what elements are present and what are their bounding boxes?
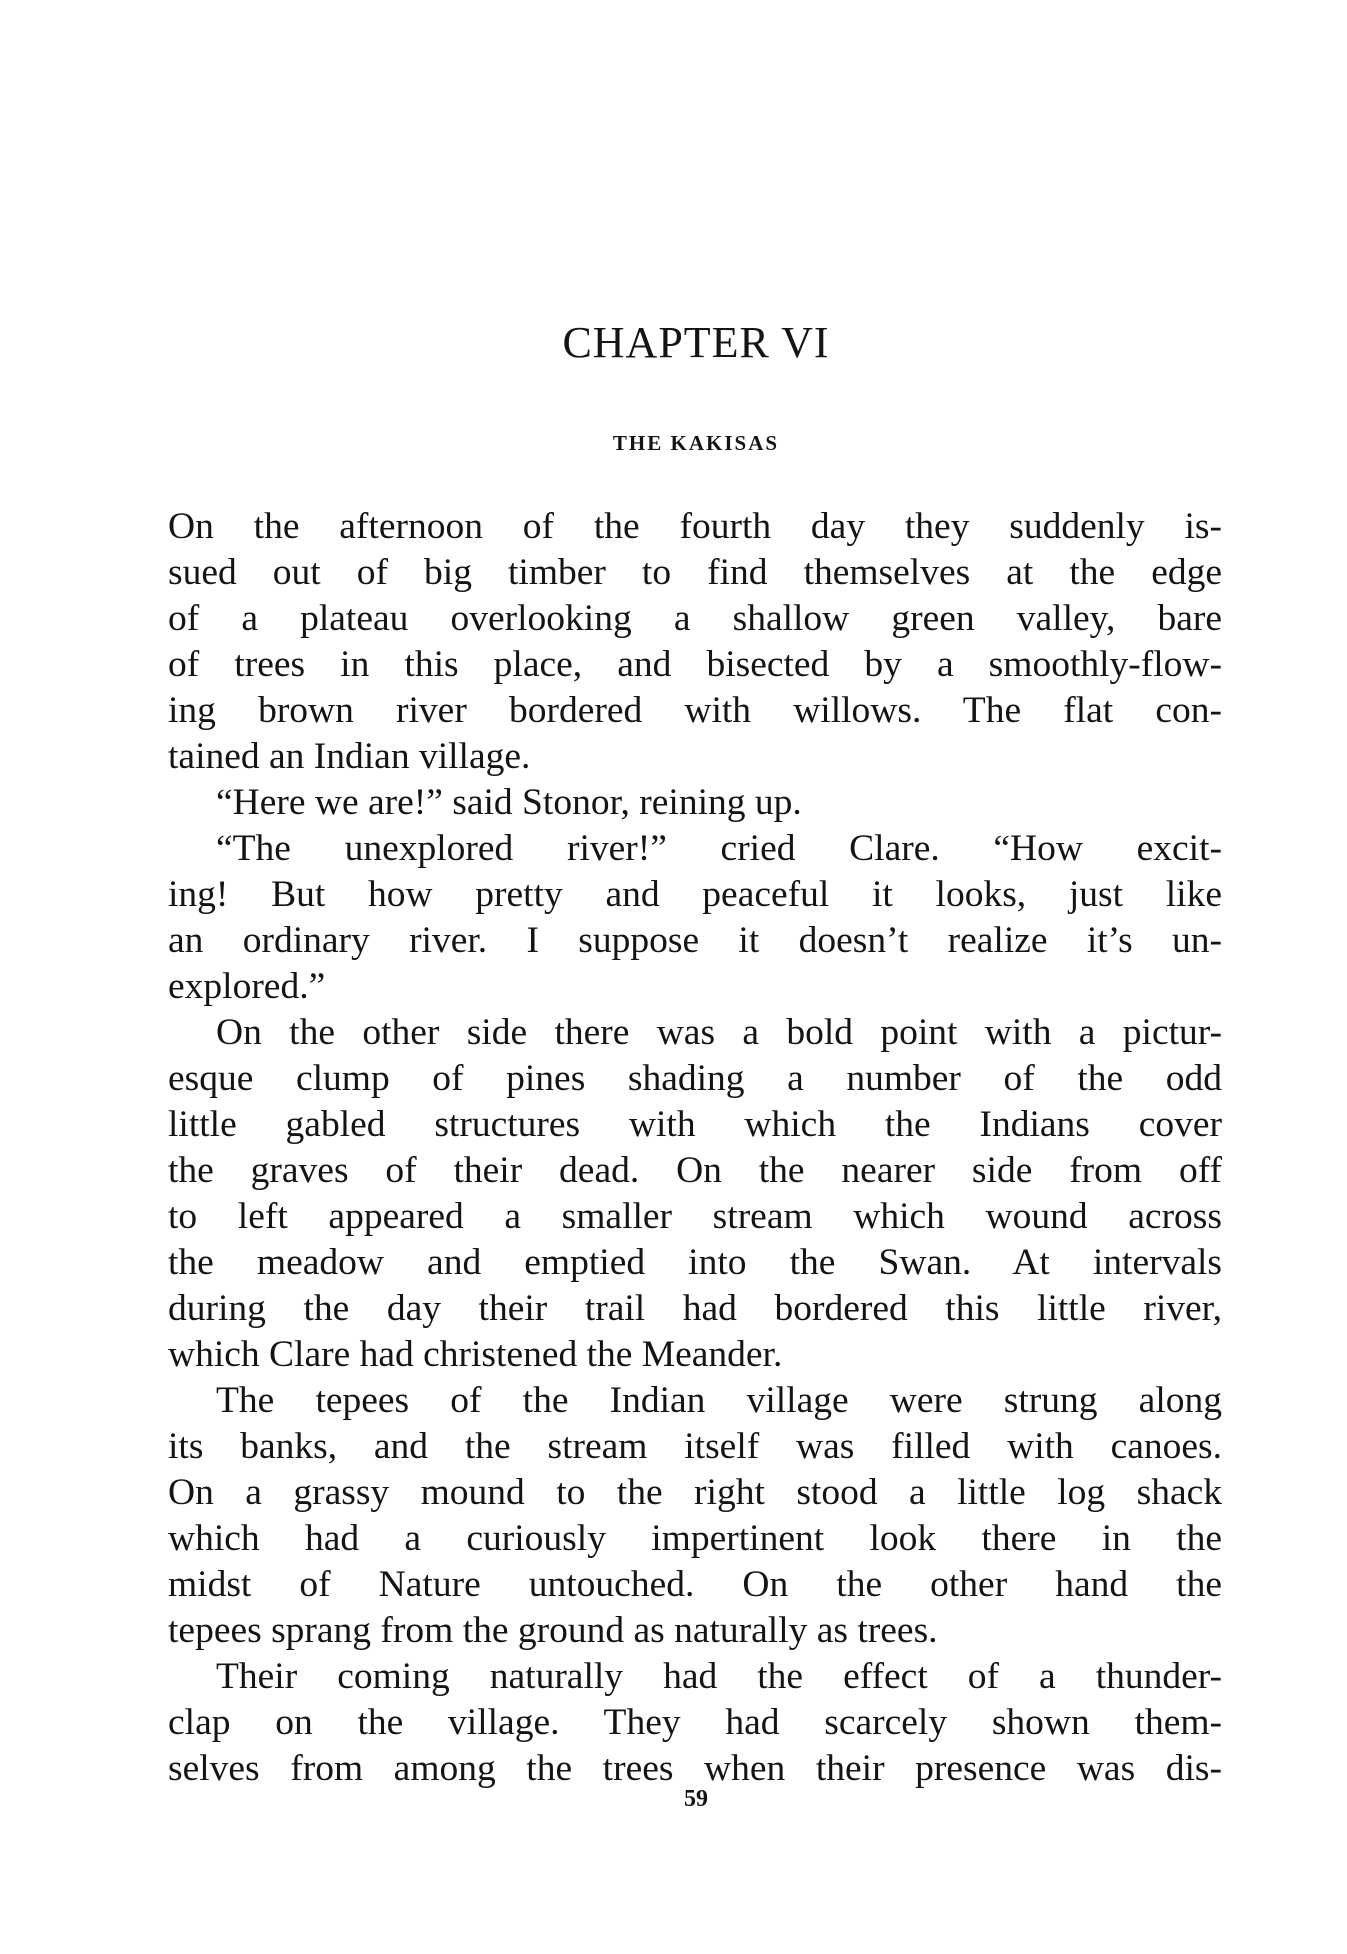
- text-line: the meadow and emptied into the Swan. At intervals: [168, 1242, 1222, 1283]
- text-line: tained an Indian village.: [168, 736, 531, 777]
- text-line: to left appeared a smaller stream which wound across: [168, 1196, 1222, 1237]
- text-line: “The unexplored river!” cried Clare. “How excit-: [216, 828, 1222, 869]
- text-line: tepees sprang from the ground as naturally as trees.: [168, 1610, 938, 1651]
- text-line: esque clump of pines shading a number of the odd: [168, 1058, 1222, 1099]
- text-line: The tepees of the Indian village were strung along: [216, 1380, 1222, 1421]
- text-line: ing brown river bordered with willows. The flat con-: [168, 690, 1222, 731]
- text-line: an ordinary river. I suppose it doesn’t realize it’s un-: [168, 920, 1222, 961]
- text-line: clap on the village. They had scarcely shown them-: [168, 1702, 1222, 1743]
- chapter-title: CHAPTER VI: [562, 318, 830, 367]
- text-line: selves from among the trees when their presence was dis-: [168, 1748, 1222, 1789]
- text-line: On a grassy mound to the right stood a little log shack: [168, 1472, 1222, 1513]
- text-line: which had a curiously impertinent look there in the: [168, 1518, 1222, 1559]
- text-line: On the afternoon of the fourth day they suddenly is-: [168, 506, 1222, 547]
- text-line: which Clare had christened the Meander.: [168, 1334, 783, 1375]
- chapter-body: [168, 504, 1222, 1792]
- text-line: explored.”: [168, 966, 326, 1007]
- text-line: sued out of big timber to find themselves at the edge: [168, 552, 1222, 593]
- text-line: during the day their trail had bordered this little river,: [168, 1288, 1222, 1329]
- text-line: little gabled structures with which the Indians cover: [168, 1104, 1222, 1145]
- text-line: its banks, and the stream itself was filled with canoes.: [168, 1426, 1222, 1467]
- text-line: “Here we are!” said Stonor, reining up.: [216, 782, 802, 823]
- text-line: midst of Nature untouched. On the other hand the: [168, 1564, 1222, 1605]
- text-line: of trees in this place, and bisected by a smoothly-flow-: [168, 644, 1222, 685]
- text-line: the graves of their dead. On the nearer side from off: [168, 1150, 1222, 1191]
- text-line: ing! But how pretty and peaceful it looks, just like: [168, 874, 1222, 915]
- page-number: 59: [684, 1786, 708, 1812]
- chapter-subtitle: THE KAKISAS: [612, 431, 780, 455]
- text-line: of a plateau overlooking a shallow green valley, bare: [168, 598, 1222, 639]
- text-line: Their coming naturally had the effect of a thunder-: [216, 1656, 1222, 1697]
- text-line: On the other side there was a bold point with a pictur-: [216, 1012, 1222, 1053]
